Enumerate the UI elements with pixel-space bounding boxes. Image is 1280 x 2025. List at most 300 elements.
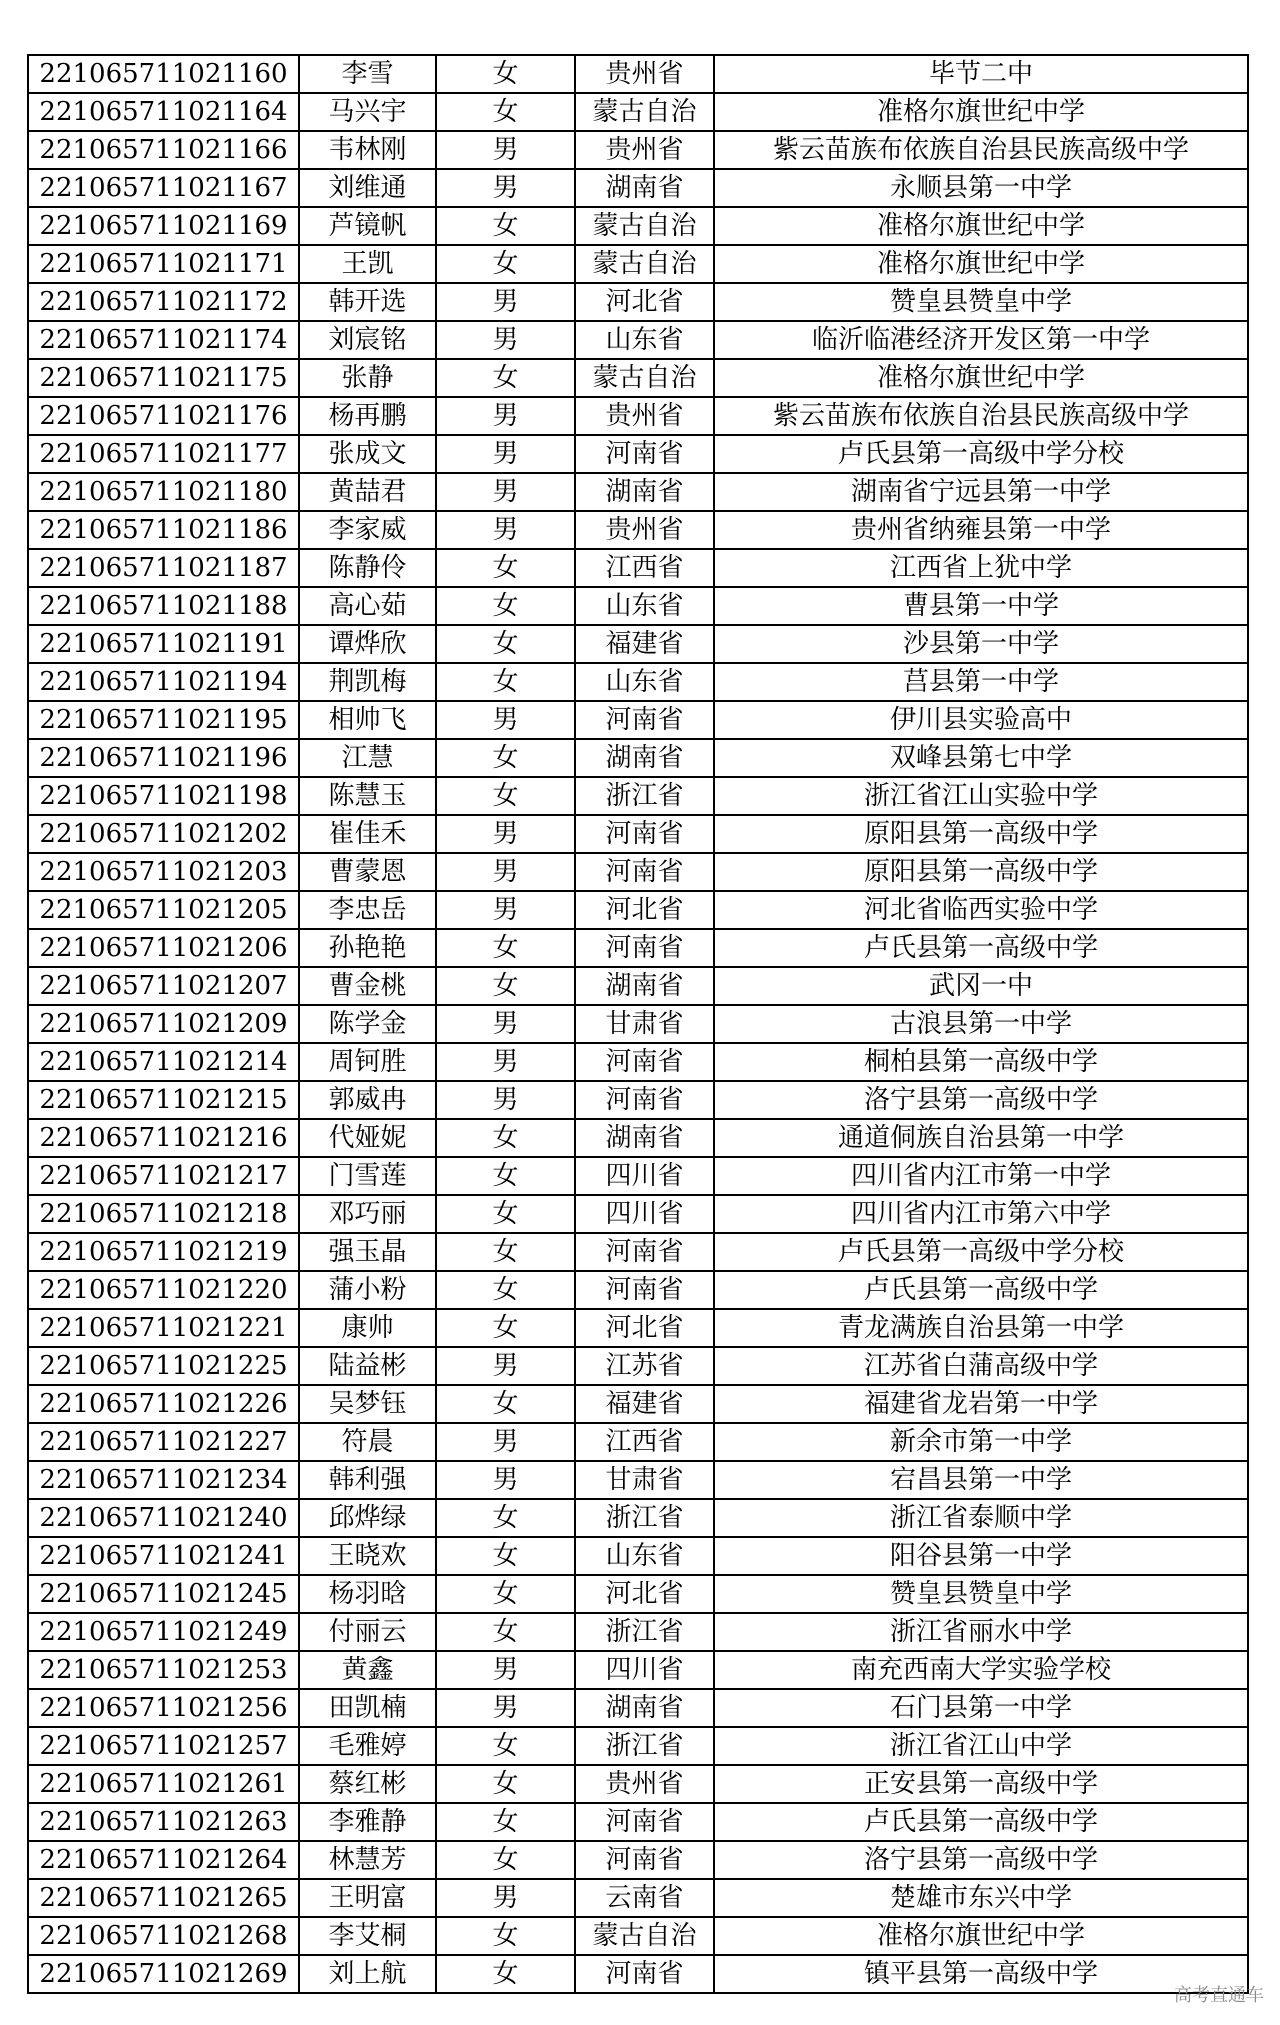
table-row — [28, 1575, 1248, 1613]
gender-cell: 男 — [436, 1005, 575, 1043]
table-row — [28, 1917, 1248, 1955]
province-cell: 山东省 — [575, 1537, 714, 1575]
name-cell: 毛雅婷 — [299, 1727, 436, 1765]
name-cell: 杨再鹏 — [299, 397, 436, 435]
school-cell: 浙江省江山中学 — [714, 1727, 1248, 1765]
province-cell: 福建省 — [575, 625, 714, 663]
student-id-cell: 221065711021177 — [28, 435, 299, 473]
name-cell: 曹蒙恩 — [299, 853, 436, 891]
table-row — [28, 321, 1248, 359]
student-id-cell: 221065711021203 — [28, 853, 299, 891]
province-cell: 河北省 — [575, 891, 714, 929]
school-cell: 正安县第一高级中学 — [714, 1765, 1248, 1803]
gender-cell: 女 — [436, 549, 575, 587]
name-cell: 李雪 — [299, 55, 436, 93]
name-cell: 黄喆君 — [299, 473, 436, 511]
name-cell: 荆凯梅 — [299, 663, 436, 701]
school-cell: 准格尔旗世纪中学 — [714, 1917, 1248, 1955]
province-cell: 湖南省 — [575, 967, 714, 1005]
table-row — [28, 777, 1248, 815]
student-id-cell: 221065711021241 — [28, 1537, 299, 1575]
school-cell: 赞皇县赞皇中学 — [714, 283, 1248, 321]
gender-cell: 女 — [436, 739, 575, 777]
name-cell: 蔡红彬 — [299, 1765, 436, 1803]
school-cell: 宕昌县第一中学 — [714, 1461, 1248, 1499]
table-row — [28, 1005, 1248, 1043]
student-id-cell: 221065711021196 — [28, 739, 299, 777]
school-cell: 四川省内江市第六中学 — [714, 1195, 1248, 1233]
gender-cell: 男 — [436, 1689, 575, 1727]
name-cell: 刘上航 — [299, 1955, 436, 1993]
school-cell: 浙江省泰顺中学 — [714, 1499, 1248, 1537]
gender-cell: 男 — [436, 853, 575, 891]
province-cell: 蒙古自治 — [575, 245, 714, 283]
school-cell: 准格尔旗世纪中学 — [714, 245, 1248, 283]
student-id-cell: 221065711021187 — [28, 549, 299, 587]
school-cell: 古浪县第一中学 — [714, 1005, 1248, 1043]
gender-cell: 女 — [436, 1195, 575, 1233]
province-cell: 河南省 — [575, 435, 714, 473]
school-cell: 南充西南大学实验学校 — [714, 1651, 1248, 1689]
province-cell: 云南省 — [575, 1879, 714, 1917]
province-cell: 湖南省 — [575, 1119, 714, 1157]
name-cell: 王凯 — [299, 245, 436, 283]
gender-cell: 男 — [436, 1423, 575, 1461]
province-cell: 贵州省 — [575, 1765, 714, 1803]
student-id-cell: 221065711021269 — [28, 1955, 299, 1993]
name-cell: 门雪莲 — [299, 1157, 436, 1195]
name-cell: 崔佳禾 — [299, 815, 436, 853]
school-cell: 永顺县第一中学 — [714, 169, 1248, 207]
name-cell: 强玉晶 — [299, 1233, 436, 1271]
name-cell: 王晓欢 — [299, 1537, 436, 1575]
province-cell: 河南省 — [575, 853, 714, 891]
table-row — [28, 739, 1248, 777]
student-id-cell: 221065711021167 — [28, 169, 299, 207]
school-cell: 赞皇县赞皇中学 — [714, 1575, 1248, 1613]
province-cell: 山东省 — [575, 587, 714, 625]
name-cell: 田凯楠 — [299, 1689, 436, 1727]
name-cell: 韩开选 — [299, 283, 436, 321]
student-id-cell: 221065711021226 — [28, 1385, 299, 1423]
school-cell: 石门县第一中学 — [714, 1689, 1248, 1727]
gender-cell: 女 — [436, 245, 575, 283]
school-cell: 毕节二中 — [714, 55, 1248, 93]
gender-cell: 男 — [436, 1461, 575, 1499]
gender-cell: 女 — [436, 55, 575, 93]
student-id-cell: 221065711021253 — [28, 1651, 299, 1689]
province-cell: 蒙古自治 — [575, 359, 714, 397]
gender-cell: 男 — [436, 169, 575, 207]
province-cell: 河北省 — [575, 1309, 714, 1347]
school-cell: 紫云苗族布依族自治县民族高级中学 — [714, 397, 1248, 435]
province-cell: 山东省 — [575, 321, 714, 359]
school-cell: 临沂临港经济开发区第一中学 — [714, 321, 1248, 359]
student-id-cell: 221065711021191 — [28, 625, 299, 663]
school-cell: 江苏省白蒲高级中学 — [714, 1347, 1248, 1385]
name-cell: 邓巧丽 — [299, 1195, 436, 1233]
gender-cell: 女 — [436, 1119, 575, 1157]
name-cell: 韩利强 — [299, 1461, 436, 1499]
student-id-cell: 221065711021198 — [28, 777, 299, 815]
student-id-cell: 221065711021202 — [28, 815, 299, 853]
student-id-cell: 221065711021225 — [28, 1347, 299, 1385]
province-cell: 浙江省 — [575, 1499, 714, 1537]
province-cell: 浙江省 — [575, 777, 714, 815]
table-row — [28, 1765, 1248, 1803]
gender-cell: 男 — [436, 473, 575, 511]
student-id-cell: 221065711021160 — [28, 55, 299, 93]
gender-cell: 男 — [436, 1347, 575, 1385]
student-id-cell: 221065711021249 — [28, 1613, 299, 1651]
name-cell: 陆益彬 — [299, 1347, 436, 1385]
table-row — [28, 1727, 1248, 1765]
gender-cell: 女 — [436, 1233, 575, 1271]
name-cell: 黄鑫 — [299, 1651, 436, 1689]
school-cell: 准格尔旗世纪中学 — [714, 359, 1248, 397]
gender-cell: 女 — [436, 207, 575, 245]
student-id-cell: 221065711021215 — [28, 1081, 299, 1119]
table-row — [28, 891, 1248, 929]
table-row — [28, 587, 1248, 625]
gender-cell: 男 — [436, 1081, 575, 1119]
table-row — [28, 1119, 1248, 1157]
gender-cell: 男 — [436, 1879, 575, 1917]
province-cell: 河北省 — [575, 283, 714, 321]
school-cell: 新余市第一中学 — [714, 1423, 1248, 1461]
gender-cell: 女 — [436, 1537, 575, 1575]
table-row — [28, 1233, 1248, 1271]
table-row — [28, 1309, 1248, 1347]
province-cell: 河南省 — [575, 1841, 714, 1879]
student-id-cell: 221065711021186 — [28, 511, 299, 549]
name-cell: 曹金桃 — [299, 967, 436, 1005]
province-cell: 蒙古自治 — [575, 93, 714, 131]
table-row — [28, 397, 1248, 435]
gender-cell: 女 — [436, 1385, 575, 1423]
province-cell: 湖南省 — [575, 739, 714, 777]
name-cell: 邱烨绿 — [299, 1499, 436, 1537]
province-cell: 河南省 — [575, 929, 714, 967]
province-cell: 河南省 — [575, 1081, 714, 1119]
table-row — [28, 1841, 1248, 1879]
province-cell: 江西省 — [575, 1423, 714, 1461]
student-id-cell: 221065711021257 — [28, 1727, 299, 1765]
province-cell: 贵州省 — [575, 55, 714, 93]
school-cell: 准格尔旗世纪中学 — [714, 207, 1248, 245]
gender-cell: 男 — [436, 511, 575, 549]
gender-cell: 女 — [436, 967, 575, 1005]
province-cell: 甘肃省 — [575, 1461, 714, 1499]
student-id-cell: 221065711021265 — [28, 1879, 299, 1917]
table-row — [28, 1651, 1248, 1689]
gender-cell: 女 — [436, 1613, 575, 1651]
name-cell: 郭威冉 — [299, 1081, 436, 1119]
province-cell: 河南省 — [575, 1803, 714, 1841]
table-row — [28, 93, 1248, 131]
table-row — [28, 55, 1248, 93]
school-cell: 桐柏县第一高级中学 — [714, 1043, 1248, 1081]
table-row — [28, 1385, 1248, 1423]
table-row — [28, 1271, 1248, 1309]
school-cell: 伊川县实验高中 — [714, 701, 1248, 739]
table-row — [28, 815, 1248, 853]
name-cell: 芦镜帆 — [299, 207, 436, 245]
school-cell: 卢氏县第一高级中学 — [714, 929, 1248, 967]
school-cell: 浙江省丽水中学 — [714, 1613, 1248, 1651]
student-id-cell: 221065711021263 — [28, 1803, 299, 1841]
school-cell: 福建省龙岩第一中学 — [714, 1385, 1248, 1423]
province-cell: 贵州省 — [575, 131, 714, 169]
gender-cell: 女 — [436, 1765, 575, 1803]
gender-cell: 女 — [436, 929, 575, 967]
name-cell: 刘宸铭 — [299, 321, 436, 359]
school-cell: 准格尔旗世纪中学 — [714, 93, 1248, 131]
name-cell: 符晨 — [299, 1423, 436, 1461]
school-cell: 卢氏县第一高级中学 — [714, 1271, 1248, 1309]
gender-cell: 男 — [436, 131, 575, 169]
school-cell: 青龙满族自治县第一中学 — [714, 1309, 1248, 1347]
province-cell: 蒙古自治 — [575, 207, 714, 245]
student-id-cell: 221065711021227 — [28, 1423, 299, 1461]
gender-cell: 男 — [436, 1043, 575, 1081]
school-cell: 卢氏县第一高级中学分校 — [714, 435, 1248, 473]
name-cell: 陈静伶 — [299, 549, 436, 587]
school-cell: 沙县第一中学 — [714, 625, 1248, 663]
student-id-cell: 221065711021171 — [28, 245, 299, 283]
name-cell: 周钶胜 — [299, 1043, 436, 1081]
gender-cell: 女 — [436, 625, 575, 663]
province-cell: 湖南省 — [575, 169, 714, 207]
province-cell: 湖南省 — [575, 1689, 714, 1727]
name-cell: 王明富 — [299, 1879, 436, 1917]
gender-cell: 女 — [436, 1499, 575, 1537]
school-cell: 江西省上犹中学 — [714, 549, 1248, 587]
gender-cell: 女 — [436, 1309, 575, 1347]
province-cell: 浙江省 — [575, 1613, 714, 1651]
school-cell: 原阳县第一高级中学 — [714, 815, 1248, 853]
student-id-cell: 221065711021166 — [28, 131, 299, 169]
school-cell: 卢氏县第一高级中学 — [714, 1803, 1248, 1841]
table-row — [28, 1043, 1248, 1081]
name-cell: 蒲小粉 — [299, 1271, 436, 1309]
table-row — [28, 853, 1248, 891]
gender-cell: 男 — [436, 283, 575, 321]
province-cell: 河南省 — [575, 1043, 714, 1081]
name-cell: 孙艳艳 — [299, 929, 436, 967]
gender-cell: 男 — [436, 321, 575, 359]
table-row — [28, 1423, 1248, 1461]
table-row — [28, 283, 1248, 321]
table-row — [28, 207, 1248, 245]
table-row — [28, 1461, 1248, 1499]
gender-cell: 女 — [436, 359, 575, 397]
province-cell: 江苏省 — [575, 1347, 714, 1385]
student-id-cell: 221065711021172 — [28, 283, 299, 321]
table-row — [28, 473, 1248, 511]
name-cell: 张成文 — [299, 435, 436, 473]
province-cell: 河南省 — [575, 1271, 714, 1309]
school-cell: 双峰县第七中学 — [714, 739, 1248, 777]
province-cell: 浙江省 — [575, 1727, 714, 1765]
student-id-cell: 221065711021234 — [28, 1461, 299, 1499]
province-cell: 江西省 — [575, 549, 714, 587]
province-cell: 福建省 — [575, 1385, 714, 1423]
school-cell: 阳谷县第一中学 — [714, 1537, 1248, 1575]
province-cell: 湖南省 — [575, 473, 714, 511]
gender-cell: 女 — [436, 1575, 575, 1613]
school-cell: 河北省临西实验中学 — [714, 891, 1248, 929]
school-cell: 浙江省江山实验中学 — [714, 777, 1248, 815]
name-cell: 林慧芳 — [299, 1841, 436, 1879]
student-id-cell: 221065711021175 — [28, 359, 299, 397]
student-roster-table — [27, 54, 1249, 1994]
name-cell: 李艾桐 — [299, 1917, 436, 1955]
name-cell: 付丽云 — [299, 1613, 436, 1651]
table-row — [28, 1803, 1248, 1841]
gender-cell: 男 — [436, 815, 575, 853]
student-id-cell: 221065711021264 — [28, 1841, 299, 1879]
table-row — [28, 967, 1248, 1005]
gender-cell: 男 — [436, 1651, 575, 1689]
province-cell: 河南省 — [575, 701, 714, 739]
gender-cell: 男 — [436, 435, 575, 473]
table-row — [28, 245, 1248, 283]
student-id-cell: 221065711021240 — [28, 1499, 299, 1537]
gender-cell: 女 — [436, 1841, 575, 1879]
name-cell: 马兴宇 — [299, 93, 436, 131]
student-id-cell: 221065711021219 — [28, 1233, 299, 1271]
province-cell: 四川省 — [575, 1651, 714, 1689]
province-cell: 河南省 — [575, 815, 714, 853]
student-id-cell: 221065711021216 — [28, 1119, 299, 1157]
roster-body — [28, 55, 1248, 1993]
student-id-cell: 221065711021180 — [28, 473, 299, 511]
gender-cell: 男 — [436, 891, 575, 929]
student-id-cell: 221065711021268 — [28, 1917, 299, 1955]
school-cell: 卢氏县第一高级中学分校 — [714, 1233, 1248, 1271]
name-cell: 韦林刚 — [299, 131, 436, 169]
table-row — [28, 1499, 1248, 1537]
table-row — [28, 1347, 1248, 1385]
province-cell: 甘肃省 — [575, 1005, 714, 1043]
student-id-cell: 221065711021195 — [28, 701, 299, 739]
name-cell: 李家威 — [299, 511, 436, 549]
student-id-cell: 221065711021221 — [28, 1309, 299, 1347]
gender-cell: 女 — [436, 1917, 575, 1955]
table-row — [28, 511, 1248, 549]
school-cell: 镇平县第一高级中学 — [714, 1955, 1248, 1993]
school-cell: 紫云苗族布依族自治县民族高级中学 — [714, 131, 1248, 169]
student-id-cell: 221065711021206 — [28, 929, 299, 967]
name-cell: 相帅飞 — [299, 701, 436, 739]
table-row — [28, 1613, 1248, 1651]
name-cell: 谭烨欣 — [299, 625, 436, 663]
table-row — [28, 1195, 1248, 1233]
gender-cell: 女 — [436, 1955, 575, 1993]
table-row — [28, 1537, 1248, 1575]
name-cell: 杨羽晗 — [299, 1575, 436, 1613]
school-cell: 贵州省纳雍县第一中学 — [714, 511, 1248, 549]
student-id-cell: 221065711021217 — [28, 1157, 299, 1195]
student-id-cell: 221065711021169 — [28, 207, 299, 245]
gender-cell: 女 — [436, 1803, 575, 1841]
student-id-cell: 221065711021207 — [28, 967, 299, 1005]
name-cell: 代娅妮 — [299, 1119, 436, 1157]
name-cell: 张静 — [299, 359, 436, 397]
table-row — [28, 701, 1248, 739]
table-row — [28, 359, 1248, 397]
table-row — [28, 1689, 1248, 1727]
province-cell: 蒙古自治 — [575, 1917, 714, 1955]
gender-cell: 女 — [436, 93, 575, 131]
gender-cell: 男 — [436, 701, 575, 739]
name-cell: 李忠岳 — [299, 891, 436, 929]
table-row — [28, 1879, 1248, 1917]
table-row — [28, 625, 1248, 663]
table-row — [28, 549, 1248, 587]
name-cell: 吴梦钰 — [299, 1385, 436, 1423]
school-cell: 洛宁县第一高级中学 — [714, 1841, 1248, 1879]
province-cell: 贵州省 — [575, 397, 714, 435]
student-id-cell: 221065711021176 — [28, 397, 299, 435]
student-id-cell: 221065711021261 — [28, 1765, 299, 1803]
student-id-cell: 221065711021214 — [28, 1043, 299, 1081]
school-cell: 四川省内江市第一中学 — [714, 1157, 1248, 1195]
name-cell: 刘维通 — [299, 169, 436, 207]
table-row — [28, 929, 1248, 967]
student-id-cell: 221065711021174 — [28, 321, 299, 359]
province-cell: 四川省 — [575, 1157, 714, 1195]
student-id-cell: 221065711021209 — [28, 1005, 299, 1043]
name-cell: 高心茹 — [299, 587, 436, 625]
gender-cell: 女 — [436, 663, 575, 701]
name-cell: 陈学金 — [299, 1005, 436, 1043]
table-row — [28, 663, 1248, 701]
school-cell: 曹县第一中学 — [714, 587, 1248, 625]
watermark-text: 高考直通车 — [1174, 1985, 1264, 2006]
gender-cell: 男 — [436, 397, 575, 435]
gender-cell: 女 — [436, 1271, 575, 1309]
student-id-cell: 221065711021194 — [28, 663, 299, 701]
table-row — [28, 1955, 1248, 1993]
student-id-cell: 221065711021205 — [28, 891, 299, 929]
student-id-cell: 221065711021188 — [28, 587, 299, 625]
gender-cell: 女 — [436, 587, 575, 625]
student-id-cell: 221065711021164 — [28, 93, 299, 131]
province-cell: 河南省 — [575, 1233, 714, 1271]
name-cell: 李雅静 — [299, 1803, 436, 1841]
school-cell: 莒县第一中学 — [714, 663, 1248, 701]
table-row — [28, 169, 1248, 207]
table-row — [28, 1081, 1248, 1119]
school-cell: 湖南省宁远县第一中学 — [714, 473, 1248, 511]
school-cell: 原阳县第一高级中学 — [714, 853, 1248, 891]
province-cell: 河北省 — [575, 1575, 714, 1613]
table-row — [28, 435, 1248, 473]
province-cell: 贵州省 — [575, 511, 714, 549]
student-id-cell: 221065711021220 — [28, 1271, 299, 1309]
name-cell: 陈慧玉 — [299, 777, 436, 815]
student-id-cell: 221065711021256 — [28, 1689, 299, 1727]
province-cell: 四川省 — [575, 1195, 714, 1233]
student-id-cell: 221065711021245 — [28, 1575, 299, 1613]
name-cell: 江慧 — [299, 739, 436, 777]
school-cell: 通道侗族自治县第一中学 — [714, 1119, 1248, 1157]
school-cell: 洛宁县第一高级中学 — [714, 1081, 1248, 1119]
student-id-cell: 221065711021218 — [28, 1195, 299, 1233]
table-row — [28, 1157, 1248, 1195]
